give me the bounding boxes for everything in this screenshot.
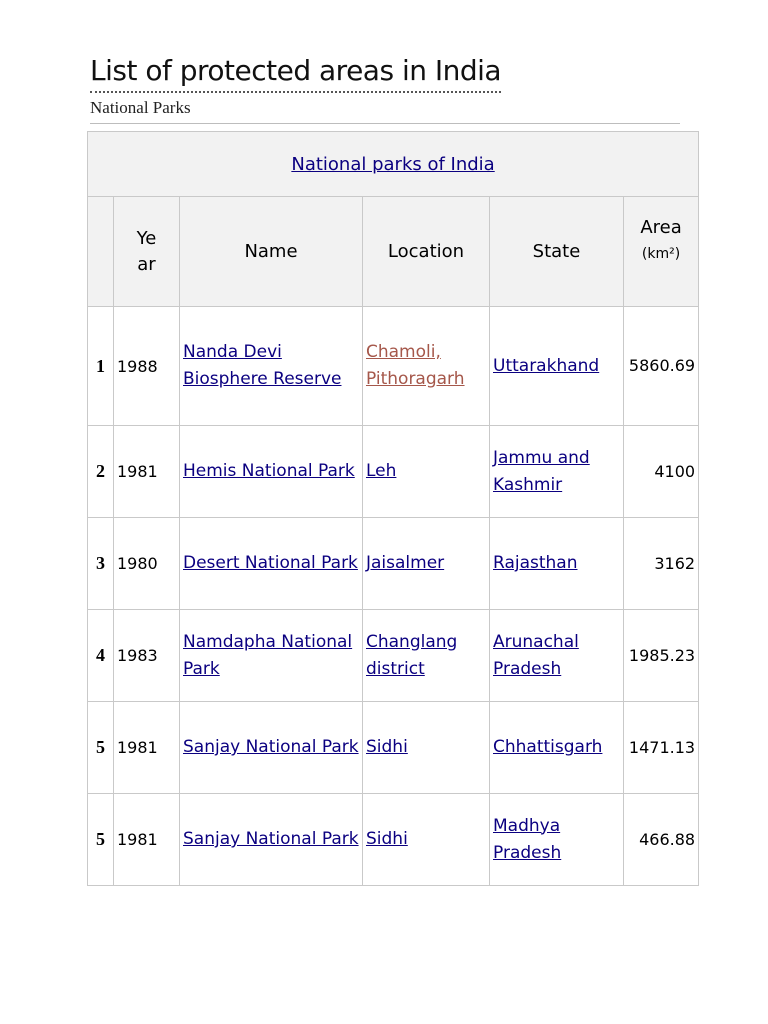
table-row: [88, 610, 699, 702]
row-area: 1985.23: [624, 610, 699, 702]
table-caption-link[interactable]: National parks of India: [291, 153, 495, 175]
divider: [90, 123, 680, 124]
page-subtitle: National Parks: [90, 98, 191, 117]
page-title: List of protected areas in India: [90, 52, 501, 93]
national-parks-table: [87, 131, 699, 886]
row-index: 2: [88, 426, 114, 518]
state-link[interactable]: Uttarakhand: [493, 355, 600, 376]
row-location: [363, 518, 490, 610]
header-index: [88, 197, 114, 307]
location-link[interactable]: Leh: [366, 461, 397, 481]
row-year: 1983: [114, 610, 180, 702]
row-year: 1981: [114, 794, 180, 886]
state-link[interactable]: Chhattisgarh: [493, 737, 603, 757]
header-location[interactable]: Location: [363, 197, 490, 307]
header-state[interactable]: State: [490, 197, 624, 307]
row-index: 4: [88, 610, 114, 702]
row-state: [490, 794, 624, 886]
header-area-unit: (km²): [641, 246, 681, 262]
location-link[interactable]: Changlang district: [366, 631, 458, 679]
park-name-link[interactable]: Namdapha National Park: [183, 631, 353, 679]
row-location: [363, 610, 490, 702]
row-index: 5: [88, 702, 114, 794]
table-header-row: [88, 197, 699, 307]
table-caption: [88, 132, 699, 197]
row-state: [490, 610, 624, 702]
row-year: 1981: [114, 426, 180, 518]
row-name: [180, 307, 363, 426]
header-year[interactable]: Year: [114, 197, 180, 307]
table-row: [88, 426, 699, 518]
table-caption-row: [88, 132, 699, 197]
row-state: [490, 702, 624, 794]
row-name: [180, 610, 363, 702]
table-row: [88, 518, 699, 610]
park-name-link[interactable]: Sanjay National Park: [183, 737, 359, 757]
location-link[interactable]: Jaisalmer: [366, 553, 445, 573]
state-link[interactable]: Jammu and Kashmir: [493, 447, 590, 495]
header-area-label: Area: [640, 217, 682, 238]
row-index: 5: [88, 794, 114, 886]
state-link[interactable]: Rajasthan: [493, 553, 578, 573]
row-name: [180, 702, 363, 794]
row-area: 3162: [624, 518, 699, 610]
row-location: [363, 794, 490, 886]
park-name-link[interactable]: Hemis National Park: [183, 461, 355, 481]
row-state: [490, 518, 624, 610]
row-name: [180, 426, 363, 518]
location-link[interactable]: Sidhi: [366, 737, 408, 757]
park-name-link[interactable]: Desert National Park: [183, 553, 358, 573]
row-area: 4100: [624, 426, 699, 518]
row-location: [363, 426, 490, 518]
row-area: 1471.13: [624, 702, 699, 794]
row-year: 1980: [114, 518, 180, 610]
row-state: [490, 426, 624, 518]
row-state: [490, 307, 624, 426]
header-area[interactable]: [624, 197, 699, 307]
row-location: [363, 702, 490, 794]
row-area: 466.88: [624, 794, 699, 886]
row-name: [180, 518, 363, 610]
row-location: [363, 307, 490, 426]
row-area: 5860.69: [624, 307, 699, 426]
row-index: 1: [88, 307, 114, 426]
table-row: [88, 794, 699, 886]
location-link[interactable]: Chamoli, Pithoragarh: [366, 342, 465, 389]
table-row: [88, 702, 699, 794]
park-name-link[interactable]: Sanjay National Park: [183, 829, 359, 849]
park-name-link[interactable]: Nanda Devi Biosphere Reserve: [183, 342, 342, 389]
location-link[interactable]: Sidhi: [366, 829, 408, 849]
row-year: 1981: [114, 702, 180, 794]
header-name[interactable]: Name: [180, 197, 363, 307]
state-link[interactable]: Madhya Pradesh: [493, 815, 562, 863]
row-index: 3: [88, 518, 114, 610]
table-row: [88, 307, 699, 426]
row-year: 1988: [114, 307, 180, 426]
state-link[interactable]: Arunachal Pradesh: [493, 631, 579, 679]
row-name: [180, 794, 363, 886]
